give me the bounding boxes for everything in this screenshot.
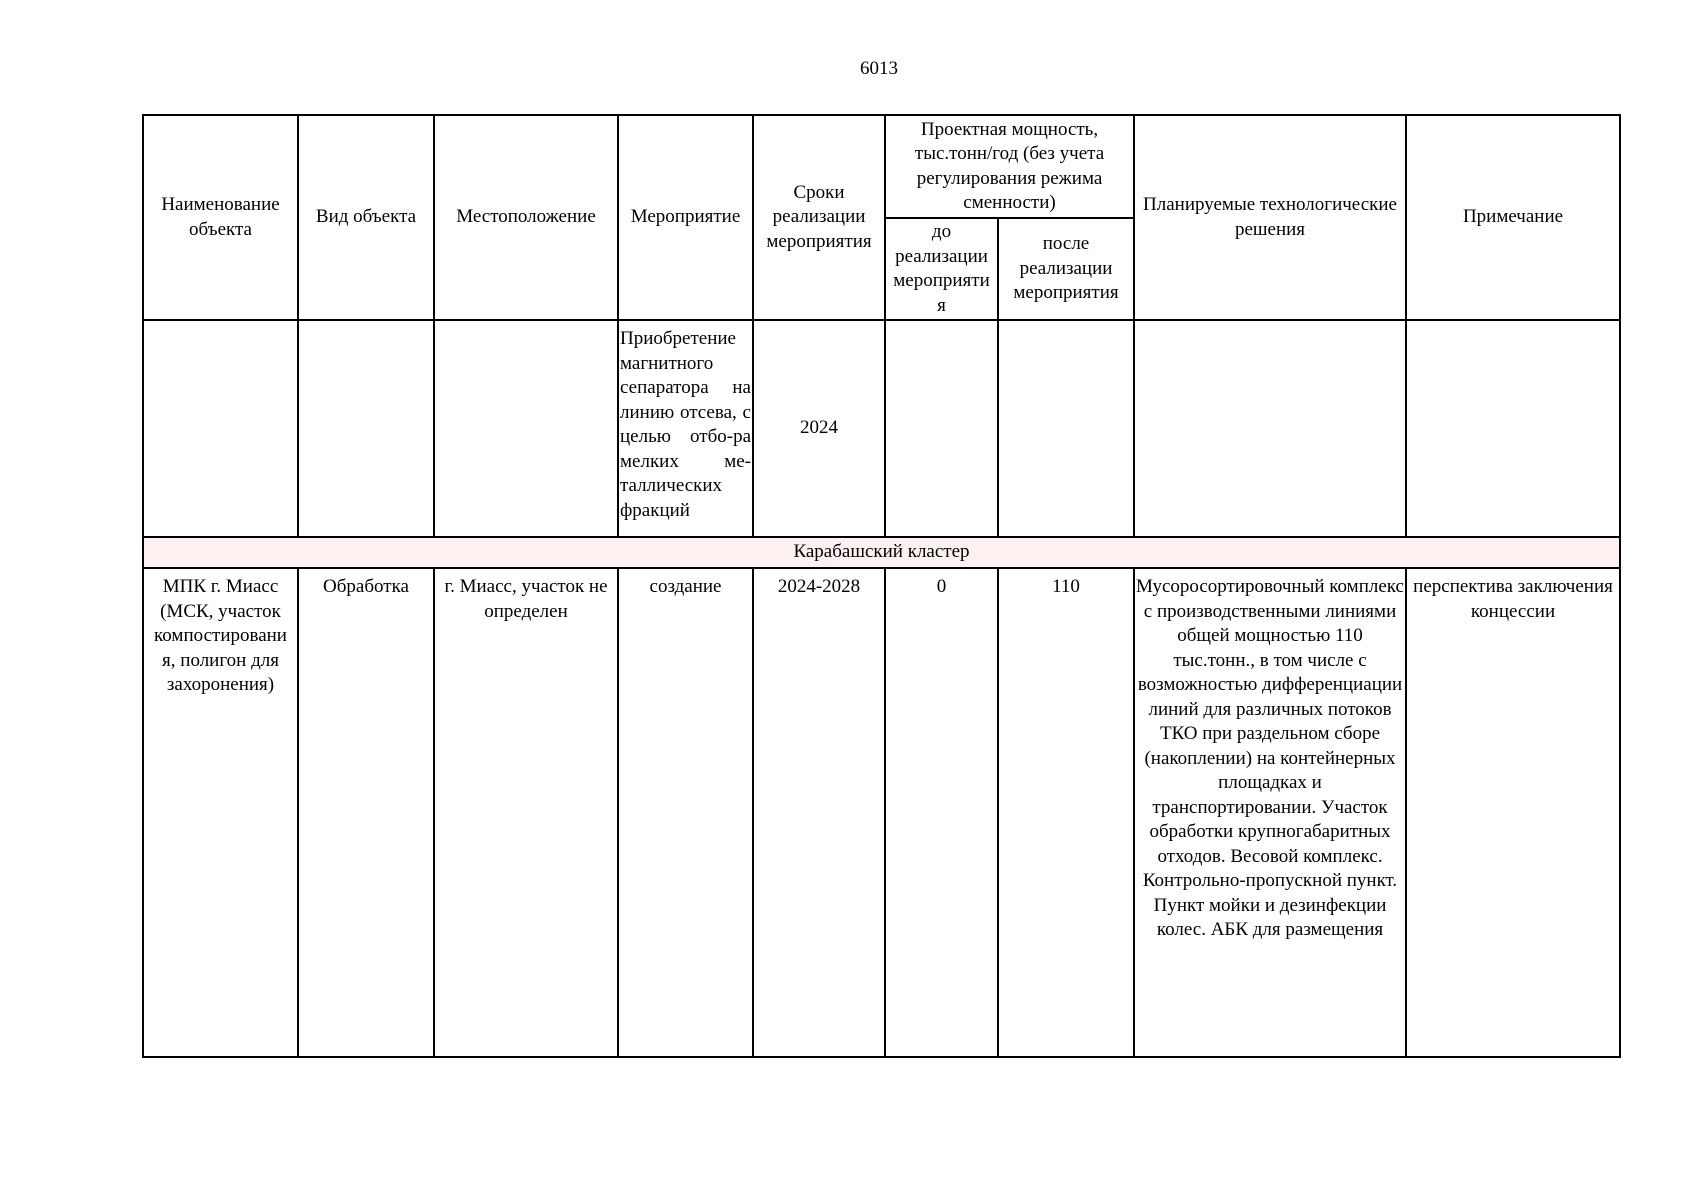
header-location: Местоположение [434,115,618,320]
header-capacity: Проектная мощность, тыс.тонн/год (без учета регулирования режима сменности) [885,115,1134,218]
cell-measure: Приобретение магнитного сепаратора на линию отсева, с целью отбо-ра мелких ме-таллических фракций [618,320,753,537]
header-solutions: Планируемые технологические решения [1134,115,1406,320]
table-row [143,568,1620,1057]
cell-solutions [1134,320,1406,537]
cluster-row [143,537,1620,568]
cell-type: Обработка [298,568,434,1057]
facilities-table [142,114,1621,1058]
cell-before [885,320,998,537]
cell-location: г. Миасс, участок не определен [434,568,618,1057]
cell-terms: 2024 [753,320,885,537]
header-note: Примечание [1406,115,1620,320]
header-name: Наименование объекта [143,115,298,320]
header-capacity-before: до реализации мероприяти я [885,218,998,320]
cluster-title: Карабашский кластер [143,537,1620,568]
cell-note: перспектива заключения концессии [1406,568,1620,1057]
cell-after: 110 [998,568,1134,1057]
cell-type [298,320,434,537]
table-row [143,320,1620,537]
cell-name [143,320,298,537]
header-measure: Мероприятие [618,115,753,320]
cell-before: 0 [885,568,998,1057]
page-number: 6013 [860,58,898,79]
cell-name: МПК г. Миасс (МСК, участок компостировани я, полигон для захоронения) [143,568,298,1057]
header-terms: Сроки реализации мероприятия [753,115,885,320]
cell-measure: создание [618,568,753,1057]
header-type: Вид объекта [298,115,434,320]
cell-location [434,320,618,537]
cell-note [1406,320,1620,537]
cell-terms: 2024-2028 [753,568,885,1057]
header-capacity-after: после реализации мероприятия [998,218,1134,320]
table-header-row [143,115,1620,218]
cell-after [998,320,1134,537]
cell-solutions: Мусоросортировочный комплекс с производственными линиями общей мощностью 110 тыс.тонн., в том числе с возможностью дифференциации линий для различных потоков ТКО при раздельном сборе (накоплении) на контейнерных площадках и транспортировании. Участок обработки крупногабаритных отходов. Весовой комплекс. Контрольно-пропускной пункт. Пункт мойки и дезинфекции колес. АБК для размещения [1134,568,1406,1057]
